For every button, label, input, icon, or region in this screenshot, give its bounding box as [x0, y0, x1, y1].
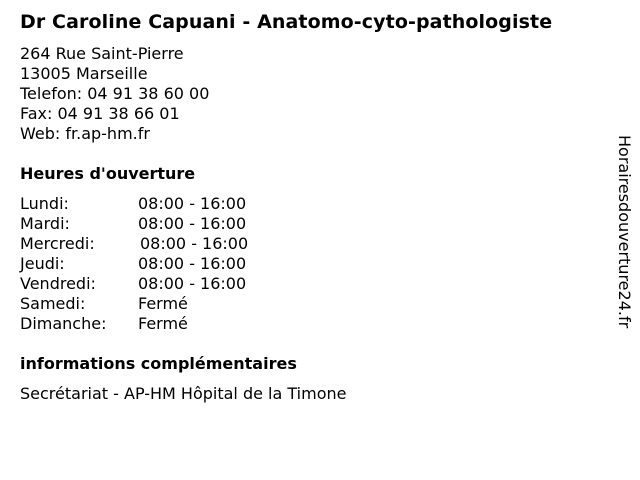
- hours-value: 08:00 - 16:00: [138, 214, 247, 233]
- day-label: Lundi:: [20, 194, 69, 213]
- hours-row-thursday: [20, 254, 248, 274]
- day-label: Mercredi:: [20, 234, 95, 253]
- hours-value: 08:00 - 16:00: [140, 234, 249, 253]
- hours-row-monday: [20, 194, 248, 214]
- website-link[interactable]: Web: fr.ap-hm.fr: [20, 124, 150, 143]
- day-label: Samedi:: [20, 294, 86, 313]
- hours-value: Fermé: [138, 314, 188, 333]
- city-postcode: 13005 Marseille: [20, 64, 148, 83]
- hours-row-friday: [20, 274, 248, 294]
- hours-row-saturday: [20, 294, 248, 314]
- page-title: Dr Caroline Capuani - Anatomo-cyto-pathologiste: [20, 11, 553, 33]
- phone-number[interactable]: Telefon: 04 91 38 60 00: [20, 84, 210, 103]
- day-label: Mardi:: [20, 214, 70, 233]
- fax-number: Fax: 04 91 38 66 01: [20, 104, 180, 123]
- hours-value: 08:00 - 16:00: [138, 194, 247, 213]
- opening-hours-heading: Heures d'ouverture: [20, 164, 196, 183]
- hours-value: 08:00 - 16:00: [138, 254, 247, 273]
- hours-row-tuesday: [20, 214, 248, 234]
- hours-value: 08:00 - 16:00: [138, 274, 247, 293]
- hours-value: Fermé: [138, 294, 188, 313]
- day-label: Vendredi:: [20, 274, 96, 293]
- hours-row-wednesday: [20, 234, 248, 254]
- hours-row-sunday: [20, 314, 248, 334]
- opening-hours-table: [20, 194, 248, 334]
- day-label: Jeudi:: [20, 254, 65, 273]
- additional-info-text: Secrétariat - AP-HM Hôpital de la Timone: [20, 384, 347, 403]
- day-label: Dimanche:: [20, 314, 107, 333]
- additional-info-heading: informations complémentaires: [20, 354, 297, 373]
- site-watermark: Horairesdouverture24.fr: [615, 135, 634, 329]
- street-address: 264 Rue Saint-Pierre: [20, 44, 184, 63]
- address-block: [20, 44, 209, 144]
